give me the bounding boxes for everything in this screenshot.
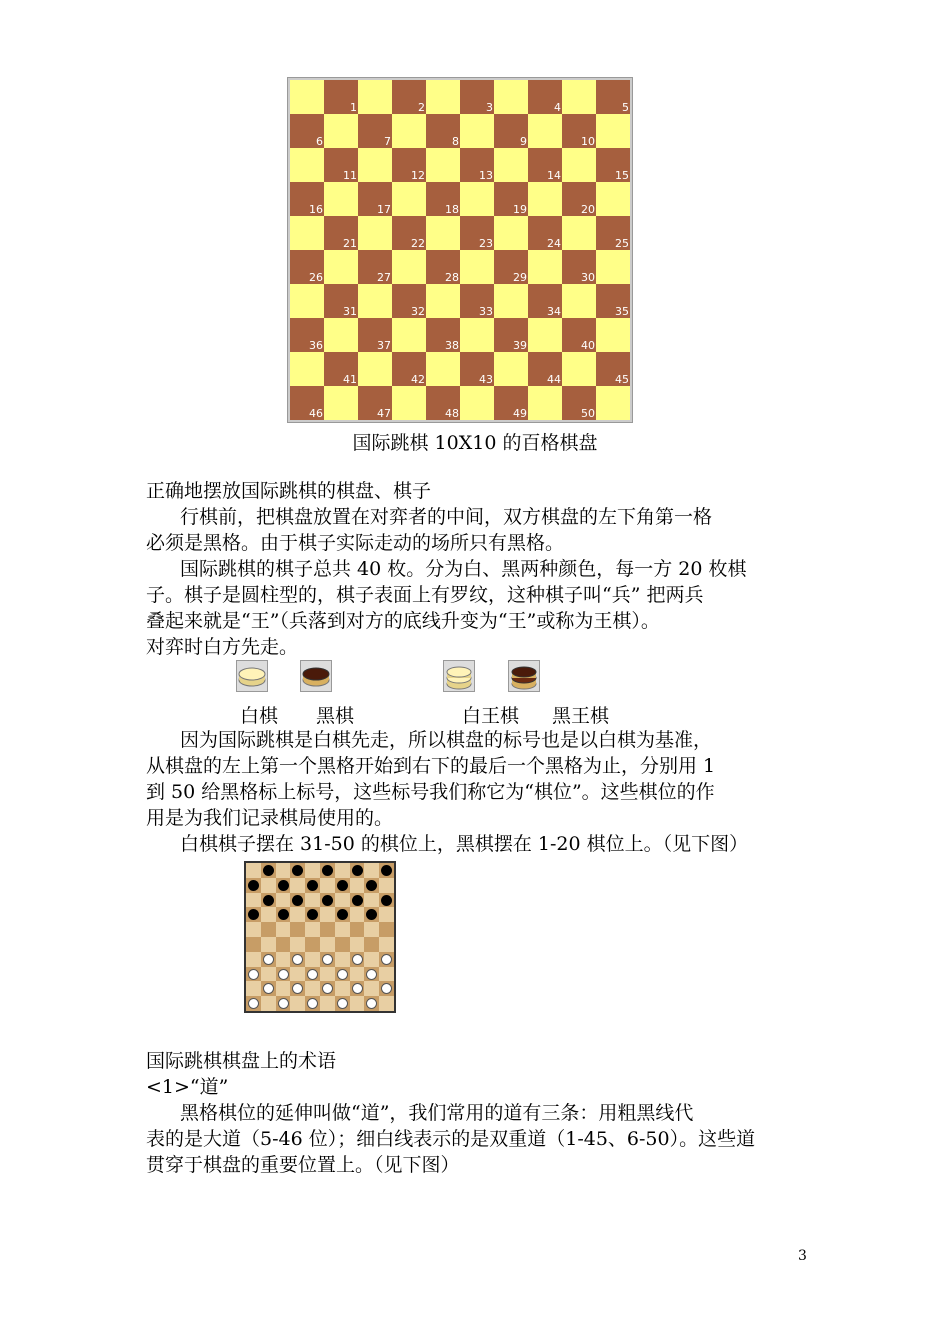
dark-square <box>290 182 324 216</box>
square-number: 2 <box>418 101 425 114</box>
square-number: 29 <box>513 271 527 284</box>
dark-square <box>528 80 562 114</box>
light-square <box>364 922 379 937</box>
dark-square <box>290 250 324 284</box>
dark-square <box>460 216 494 250</box>
dark-square <box>494 250 528 284</box>
black-piece <box>352 865 363 876</box>
paragraph-line: 国际跳棋的棋子总共 40 枚。分为白、黑两种颜色，每一方 20 枚棋 <box>180 558 747 580</box>
light-square <box>364 863 379 878</box>
light-square <box>494 352 528 386</box>
dark-square <box>358 114 392 148</box>
square-number: 42 <box>411 373 425 386</box>
board-caption: 国际跳棋 10X10 的百格棋盘 <box>352 432 598 454</box>
light-square <box>379 878 394 893</box>
light-square <box>392 386 426 420</box>
light-square <box>324 386 358 420</box>
light-square <box>426 80 460 114</box>
dark-square <box>324 216 358 250</box>
light-square <box>379 967 394 982</box>
light-square <box>379 907 394 922</box>
light-square <box>528 318 562 352</box>
light-square <box>562 216 596 250</box>
square-number: 47 <box>377 407 391 420</box>
dark-square <box>596 80 630 114</box>
square-number: 7 <box>384 135 391 148</box>
black-piece <box>337 909 348 920</box>
light-square <box>596 114 630 148</box>
square-number: 35 <box>615 305 629 318</box>
square-number: 4 <box>554 101 561 114</box>
light-square <box>350 907 365 922</box>
paragraph-line: 因为国际跳棋是白棋先走，所以棋盘的标号也是以白棋为基准， <box>180 729 713 751</box>
square-number: 25 <box>615 237 629 250</box>
dark-square <box>494 182 528 216</box>
dark-square <box>562 250 596 284</box>
light-square <box>358 148 392 182</box>
white-piece-icon <box>236 660 268 692</box>
paragraph-line: 黑格棋位的延伸叫做“道”，我们常用的道有三条：用粗黑线代 <box>180 1102 694 1124</box>
dark-square <box>358 386 392 420</box>
black-king-label: 黑王棋 <box>552 705 610 727</box>
white-king-icon <box>443 660 475 692</box>
square-number: 46 <box>309 407 323 420</box>
light-square <box>305 863 320 878</box>
black-piece <box>307 880 318 891</box>
light-square <box>324 318 358 352</box>
light-square <box>596 250 630 284</box>
square-number: 32 <box>411 305 425 318</box>
light-square <box>364 893 379 908</box>
light-square <box>596 318 630 352</box>
square-number: 11 <box>343 169 357 182</box>
light-square <box>290 907 305 922</box>
square-number: 44 <box>547 373 561 386</box>
black-piece <box>366 880 377 891</box>
dark-square <box>528 352 562 386</box>
black-piece <box>322 895 333 906</box>
light-square <box>290 216 324 250</box>
white-piece <box>307 969 318 980</box>
dark-square <box>562 182 596 216</box>
light-square <box>305 952 320 967</box>
square-number: 16 <box>309 203 323 216</box>
square-number: 8 <box>452 135 459 148</box>
dark-square <box>562 318 596 352</box>
dark-square <box>596 216 630 250</box>
light-square <box>320 878 335 893</box>
dark-square <box>290 114 324 148</box>
light-square <box>426 284 460 318</box>
square-number: 28 <box>445 271 459 284</box>
light-square <box>261 878 276 893</box>
light-square <box>460 182 494 216</box>
white-piece <box>381 954 392 965</box>
light-square <box>562 284 596 318</box>
light-square <box>305 981 320 996</box>
square-number: 19 <box>513 203 527 216</box>
light-square <box>276 893 291 908</box>
light-square <box>305 893 320 908</box>
light-square <box>324 114 358 148</box>
square-number: 15 <box>615 169 629 182</box>
light-square <box>335 952 350 967</box>
dark-square <box>350 922 365 937</box>
light-square <box>392 182 426 216</box>
paragraph-line: 叠起来就是“王”（兵落到对方的底线升变为“王”或称为王棋）。 <box>146 610 660 632</box>
square-number: 21 <box>343 237 357 250</box>
dark-square <box>460 80 494 114</box>
light-square <box>494 148 528 182</box>
square-number: 12 <box>411 169 425 182</box>
square-number: 18 <box>445 203 459 216</box>
light-square <box>276 952 291 967</box>
square-number: 22 <box>411 237 425 250</box>
dark-square <box>562 114 596 148</box>
light-square <box>261 967 276 982</box>
dark-square <box>261 922 276 937</box>
square-number: 49 <box>513 407 527 420</box>
white-king-label: 白王棋 <box>462 705 520 727</box>
light-square <box>320 996 335 1011</box>
paragraph-line: 白棋棋子摆在 31-50 的棋位上，黑棋摆在 1-20 棋位上。（见下图） <box>180 833 749 855</box>
black-piece <box>352 895 363 906</box>
dark-square <box>290 318 324 352</box>
light-square <box>364 981 379 996</box>
light-square <box>324 182 358 216</box>
subsection-heading: <1>“道” <box>146 1076 229 1098</box>
white-piece <box>248 998 259 1009</box>
square-number: 23 <box>479 237 493 250</box>
paragraph-line: 必须是黑格。由于棋子实际走动的场所只有黑格。 <box>146 532 565 554</box>
square-number: 33 <box>479 305 493 318</box>
square-number: 5 <box>622 101 629 114</box>
page-number: 3 <box>798 1248 807 1264</box>
light-square <box>320 967 335 982</box>
white-piece <box>292 954 303 965</box>
light-square <box>246 893 261 908</box>
square-number: 6 <box>316 135 323 148</box>
light-square <box>494 284 528 318</box>
square-number: 3 <box>486 101 493 114</box>
dark-square <box>494 386 528 420</box>
white-piece-label: 白棋 <box>240 705 279 727</box>
dark-square <box>596 284 630 318</box>
numbered-checkerboard <box>287 77 633 423</box>
square-number: 27 <box>377 271 391 284</box>
paragraph-line: 行棋前，把棋盘放置在对弈者的中间，双方棋盘的左下角第一格 <box>180 506 713 528</box>
paragraph-line: 从棋盘的左上第一个黑格开始到右下的最后一个黑格为止，分别用 1 <box>146 755 716 777</box>
light-square <box>261 996 276 1011</box>
square-number: 50 <box>581 407 595 420</box>
light-square <box>335 981 350 996</box>
square-number: 9 <box>520 135 527 148</box>
paragraph-line: 子。棋子是圆柱型的，棋子表面上有罗纹，这种棋子叫“兵” 把两兵 <box>146 584 704 606</box>
paragraph-line: 表的是大道（5-46 位）；细白线表示的是双重道（1-45、6-50）。这些道 <box>146 1128 756 1150</box>
light-square <box>261 937 276 952</box>
light-square <box>392 250 426 284</box>
square-number: 39 <box>513 339 527 352</box>
light-square <box>358 352 392 386</box>
light-square <box>290 996 305 1011</box>
white-piece <box>352 954 363 965</box>
light-square <box>290 937 305 952</box>
dark-square <box>392 216 426 250</box>
light-square <box>562 352 596 386</box>
light-square <box>460 250 494 284</box>
light-square <box>290 878 305 893</box>
dark-square <box>290 922 305 937</box>
square-number: 1 <box>350 101 357 114</box>
dark-square <box>392 148 426 182</box>
light-square <box>335 863 350 878</box>
white-piece <box>337 998 348 1009</box>
dark-square <box>528 284 562 318</box>
dark-square <box>320 922 335 937</box>
light-square <box>335 893 350 908</box>
light-square <box>528 386 562 420</box>
black-piece <box>322 865 333 876</box>
dark-square <box>392 352 426 386</box>
white-piece <box>352 983 363 994</box>
white-piece <box>322 954 333 965</box>
square-number: 20 <box>581 203 595 216</box>
light-square <box>379 996 394 1011</box>
section-heading: 正确地摆放国际跳棋的棋盘、棋子 <box>146 480 432 502</box>
dark-square <box>426 182 460 216</box>
white-piece <box>337 969 348 980</box>
black-piece <box>248 880 259 891</box>
light-square <box>528 114 562 148</box>
light-square <box>350 937 365 952</box>
dark-square <box>305 937 320 952</box>
dark-square <box>358 182 392 216</box>
dark-square <box>324 80 358 114</box>
light-square <box>246 863 261 878</box>
square-number: 40 <box>581 339 595 352</box>
square-number: 34 <box>547 305 561 318</box>
white-piece <box>263 983 274 994</box>
dark-square <box>364 937 379 952</box>
light-square <box>276 981 291 996</box>
black-piece <box>381 865 392 876</box>
square-number: 41 <box>343 373 357 386</box>
dark-square <box>392 284 426 318</box>
light-square <box>358 80 392 114</box>
dark-square <box>460 352 494 386</box>
black-piece-label: 黑棋 <box>316 705 355 727</box>
paragraph-line: 到 50 给黑格标上标号，这些标号我们称它为“棋位”。这些棋位的作 <box>146 781 715 803</box>
light-square <box>364 952 379 967</box>
dark-square <box>324 284 358 318</box>
dark-square <box>494 318 528 352</box>
light-square <box>596 182 630 216</box>
light-square <box>320 937 335 952</box>
dark-square <box>358 250 392 284</box>
light-square <box>290 967 305 982</box>
light-square <box>494 80 528 114</box>
light-square <box>494 216 528 250</box>
square-number: 26 <box>309 271 323 284</box>
dark-square <box>392 80 426 114</box>
light-square <box>276 863 291 878</box>
white-piece <box>263 954 274 965</box>
square-number: 10 <box>581 135 595 148</box>
light-square <box>246 952 261 967</box>
dark-square <box>290 386 324 420</box>
dark-square <box>335 937 350 952</box>
dark-square <box>379 922 394 937</box>
board-grid <box>290 80 630 420</box>
dark-square <box>460 284 494 318</box>
light-square <box>392 318 426 352</box>
light-square <box>261 907 276 922</box>
square-number: 14 <box>547 169 561 182</box>
light-square <box>426 216 460 250</box>
black-piece <box>263 895 274 906</box>
light-square <box>305 922 320 937</box>
light-square <box>320 907 335 922</box>
white-piece <box>248 969 259 980</box>
light-square <box>358 216 392 250</box>
light-square <box>290 80 324 114</box>
light-square <box>324 250 358 284</box>
dark-square <box>426 386 460 420</box>
dark-square <box>276 937 291 952</box>
dark-square <box>562 386 596 420</box>
section-heading: 国际跳棋棋盘上的术语 <box>146 1050 337 1072</box>
white-piece <box>278 998 289 1009</box>
black-piece <box>381 895 392 906</box>
dark-square <box>324 148 358 182</box>
light-square <box>358 284 392 318</box>
light-square <box>426 352 460 386</box>
light-square <box>350 878 365 893</box>
square-number: 43 <box>479 373 493 386</box>
square-number: 17 <box>377 203 391 216</box>
square-number: 37 <box>377 339 391 352</box>
light-square <box>290 284 324 318</box>
light-square <box>290 352 324 386</box>
dark-square <box>528 148 562 182</box>
square-number: 13 <box>479 169 493 182</box>
square-number: 36 <box>309 339 323 352</box>
light-square <box>392 114 426 148</box>
black-piece <box>263 865 274 876</box>
dark-square <box>324 352 358 386</box>
black-piece-icon <box>300 660 332 692</box>
paragraph-line: 对弈时白方先走。 <box>146 636 299 658</box>
square-number: 38 <box>445 339 459 352</box>
square-number: 24 <box>547 237 561 250</box>
light-square <box>460 386 494 420</box>
black-piece <box>278 909 289 920</box>
dark-square <box>426 114 460 148</box>
dark-square <box>426 250 460 284</box>
light-square <box>528 250 562 284</box>
light-square <box>350 996 365 1011</box>
white-piece <box>278 969 289 980</box>
light-square <box>246 981 261 996</box>
dark-square <box>596 148 630 182</box>
white-piece <box>366 969 377 980</box>
dark-square <box>528 216 562 250</box>
square-number: 30 <box>581 271 595 284</box>
light-square <box>596 386 630 420</box>
black-piece <box>278 880 289 891</box>
light-square <box>350 967 365 982</box>
paragraph-line: 贯穿于棋盘的重要位置上。（见下图） <box>146 1154 460 1176</box>
black-piece <box>337 880 348 891</box>
square-number: 45 <box>615 373 629 386</box>
light-square <box>562 80 596 114</box>
dark-square <box>494 114 528 148</box>
light-square <box>460 114 494 148</box>
light-square <box>528 182 562 216</box>
light-square <box>246 922 261 937</box>
dark-square <box>358 318 392 352</box>
light-square <box>460 318 494 352</box>
dark-square <box>246 937 261 952</box>
square-number: 31 <box>343 305 357 318</box>
light-square <box>379 937 394 952</box>
black-piece <box>292 895 303 906</box>
light-square <box>562 148 596 182</box>
dark-square <box>426 318 460 352</box>
starting-position-board <box>244 861 396 1013</box>
black-king-icon <box>508 660 540 692</box>
dark-square <box>596 352 630 386</box>
light-square <box>290 148 324 182</box>
light-square <box>335 922 350 937</box>
light-square <box>276 922 291 937</box>
square-number: 48 <box>445 407 459 420</box>
dark-square <box>460 148 494 182</box>
paragraph-line: 用是为我们记录棋局使用的。 <box>146 807 394 829</box>
light-square <box>426 148 460 182</box>
